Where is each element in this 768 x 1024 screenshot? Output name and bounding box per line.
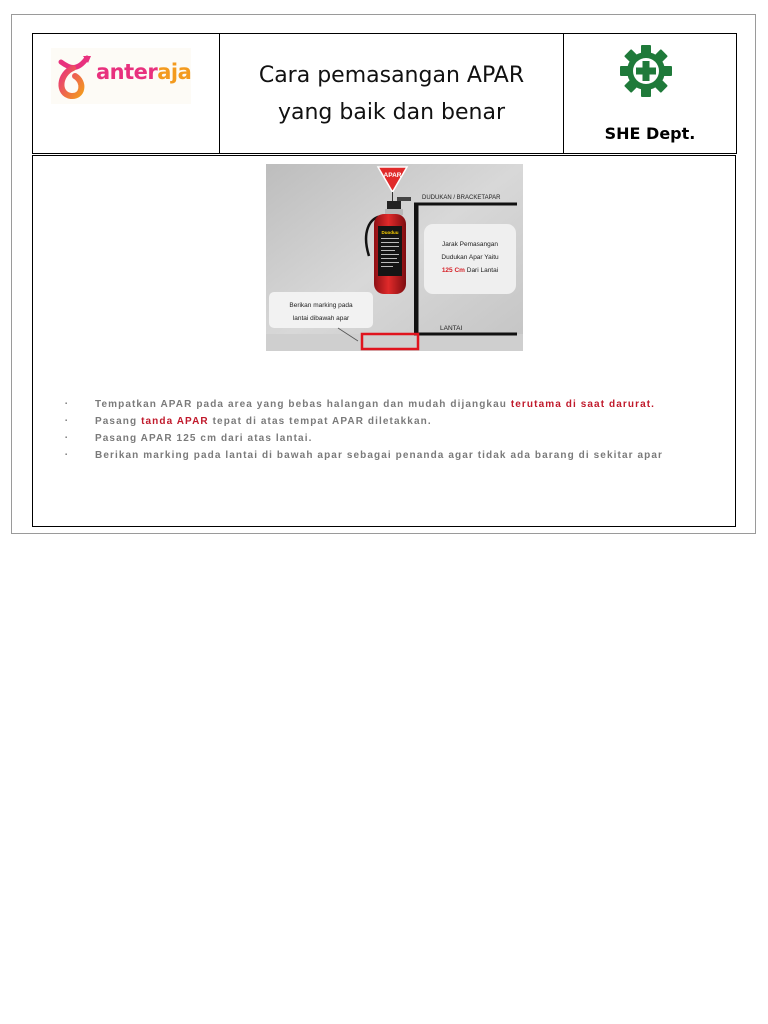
- safety-gear-icon: [619, 44, 673, 98]
- mounting-distance-note: [424, 224, 516, 294]
- dept-label: SHE Dept.: [604, 124, 696, 143]
- svg-text:APAR: APAR: [383, 172, 402, 179]
- svg-text:Duoduu: Duoduu: [381, 230, 399, 235]
- anteraja-wordmark: anteraja: [96, 60, 192, 84]
- apar-installation-figure: [266, 164, 523, 351]
- floor-label: LANTAI: [440, 325, 463, 332]
- dept-cell: [564, 34, 736, 153]
- document-header: [32, 33, 737, 154]
- list-item: ▪ Pasang APAR 125 cm dari atas lantai.: [63, 430, 663, 447]
- svg-text:125 Cm Dari Lantai: 125 Cm Dari Lantai: [441, 267, 499, 274]
- content-box: [32, 155, 736, 527]
- logo-cell: [33, 34, 220, 153]
- bracket-label: DUDUKAN / BRACKETAPAR: [422, 195, 501, 201]
- document-title-line2: yang baik dan benar: [277, 99, 506, 125]
- document-title-line1: Cara pemasangan APAR: [258, 62, 525, 88]
- list-item: ▪ Berikan marking pada lantai di bawah apar sebagai penanda agar tidak ada barang di sekitar apar: [63, 447, 663, 464]
- title-cell: [220, 34, 564, 153]
- svg-text:Berikan marking pada: Berikan marking pada: [289, 302, 353, 309]
- instruction-list: [63, 396, 663, 464]
- svg-text:lantai dibawah apar: lantai dibawah apar: [292, 315, 350, 322]
- anteraja-logo: [51, 48, 191, 104]
- list-item: ▪ Pasang tanda APAR tepat di atas tempat APAR diletakkan.: [63, 413, 663, 430]
- svg-text:Jarak Pemasangan: Jarak Pemasangan: [441, 241, 499, 248]
- list-item: ▪ Tempatkan APAR pada area yang bebas halangan dan mudah dijangkau terutama di saat darurat.: [63, 396, 663, 413]
- svg-text:Dudukan Apar Yaitu: Dudukan Apar Yaitu: [441, 254, 499, 261]
- anteraja-mark-icon: [53, 52, 93, 102]
- mounting-post: [414, 204, 419, 335]
